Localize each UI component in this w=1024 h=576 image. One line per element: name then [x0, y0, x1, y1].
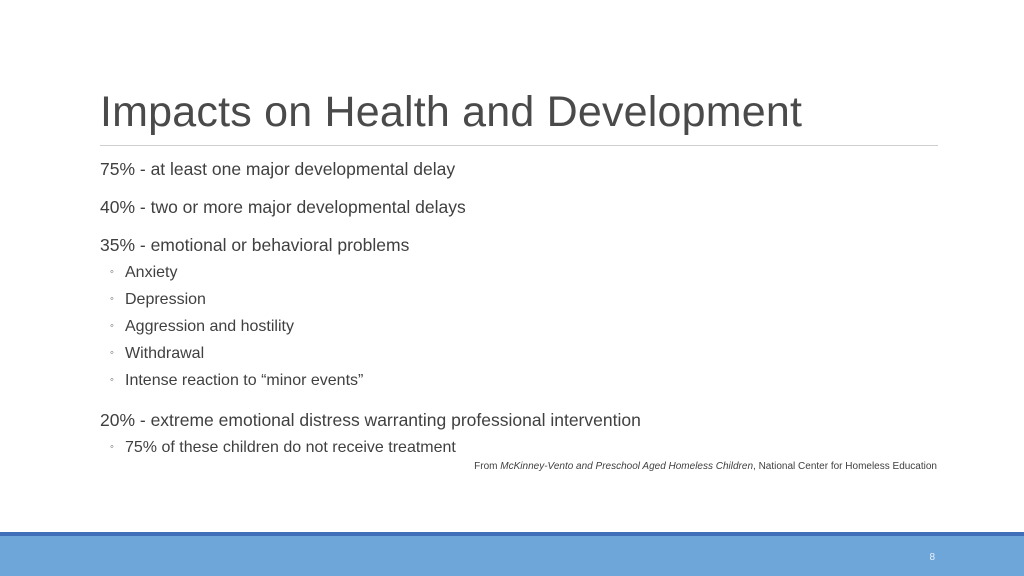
page-number: 8	[929, 552, 935, 563]
circle-bullet-icon: ◦	[110, 441, 114, 453]
footer-accent-line	[0, 532, 1024, 536]
citation-source-title: McKinney-Vento and Preschool Aged Homeless Children	[500, 461, 754, 472]
sub-bullet-text: Depression	[125, 291, 206, 308]
sub-bullet-text: Intense reaction to “minor events”	[125, 372, 364, 389]
sub-bullet-item	[100, 286, 940, 313]
circle-bullet-icon: ◦	[110, 320, 114, 332]
sub-bullet-text: 75% of these children do not receive treatment	[125, 439, 456, 456]
sub-bullet-item	[100, 434, 940, 461]
bullet-item: 20% - extreme emotional distress warranting professional intervention	[100, 410, 641, 430]
sub-bullet-text: Anxiety	[125, 264, 178, 281]
sub-bullet-item	[100, 259, 940, 286]
circle-bullet-icon: ◦	[110, 266, 114, 278]
sub-bullet-text: Aggression and hostility	[125, 318, 294, 335]
footer-bar	[0, 532, 1024, 576]
circle-bullet-icon: ◦	[110, 293, 114, 305]
sub-bullet-item	[100, 313, 940, 340]
slide-content	[100, 157, 940, 461]
sub-bullet-item	[100, 340, 940, 367]
sub-bullet-text: Withdrawal	[125, 345, 205, 362]
citation-prefix: From	[474, 461, 501, 472]
slide-title: Impacts on Health and Development	[100, 88, 803, 136]
sub-bullet-list	[100, 434, 940, 461]
source-citation	[474, 461, 937, 472]
bullet-item: 35% - emotional or behavioral problems	[100, 235, 410, 255]
circle-bullet-icon: ◦	[110, 374, 114, 386]
title-divider	[100, 145, 938, 146]
sub-bullet-item	[100, 367, 940, 394]
bullet-item: 40% - two or more major developmental delays	[100, 197, 466, 217]
circle-bullet-icon: ◦	[110, 347, 114, 359]
bullet-item: 75% - at least one major developmental delay	[100, 159, 456, 179]
citation-suffix: , National Center for Homeless Education	[753, 461, 937, 472]
sub-bullet-list	[100, 259, 940, 394]
